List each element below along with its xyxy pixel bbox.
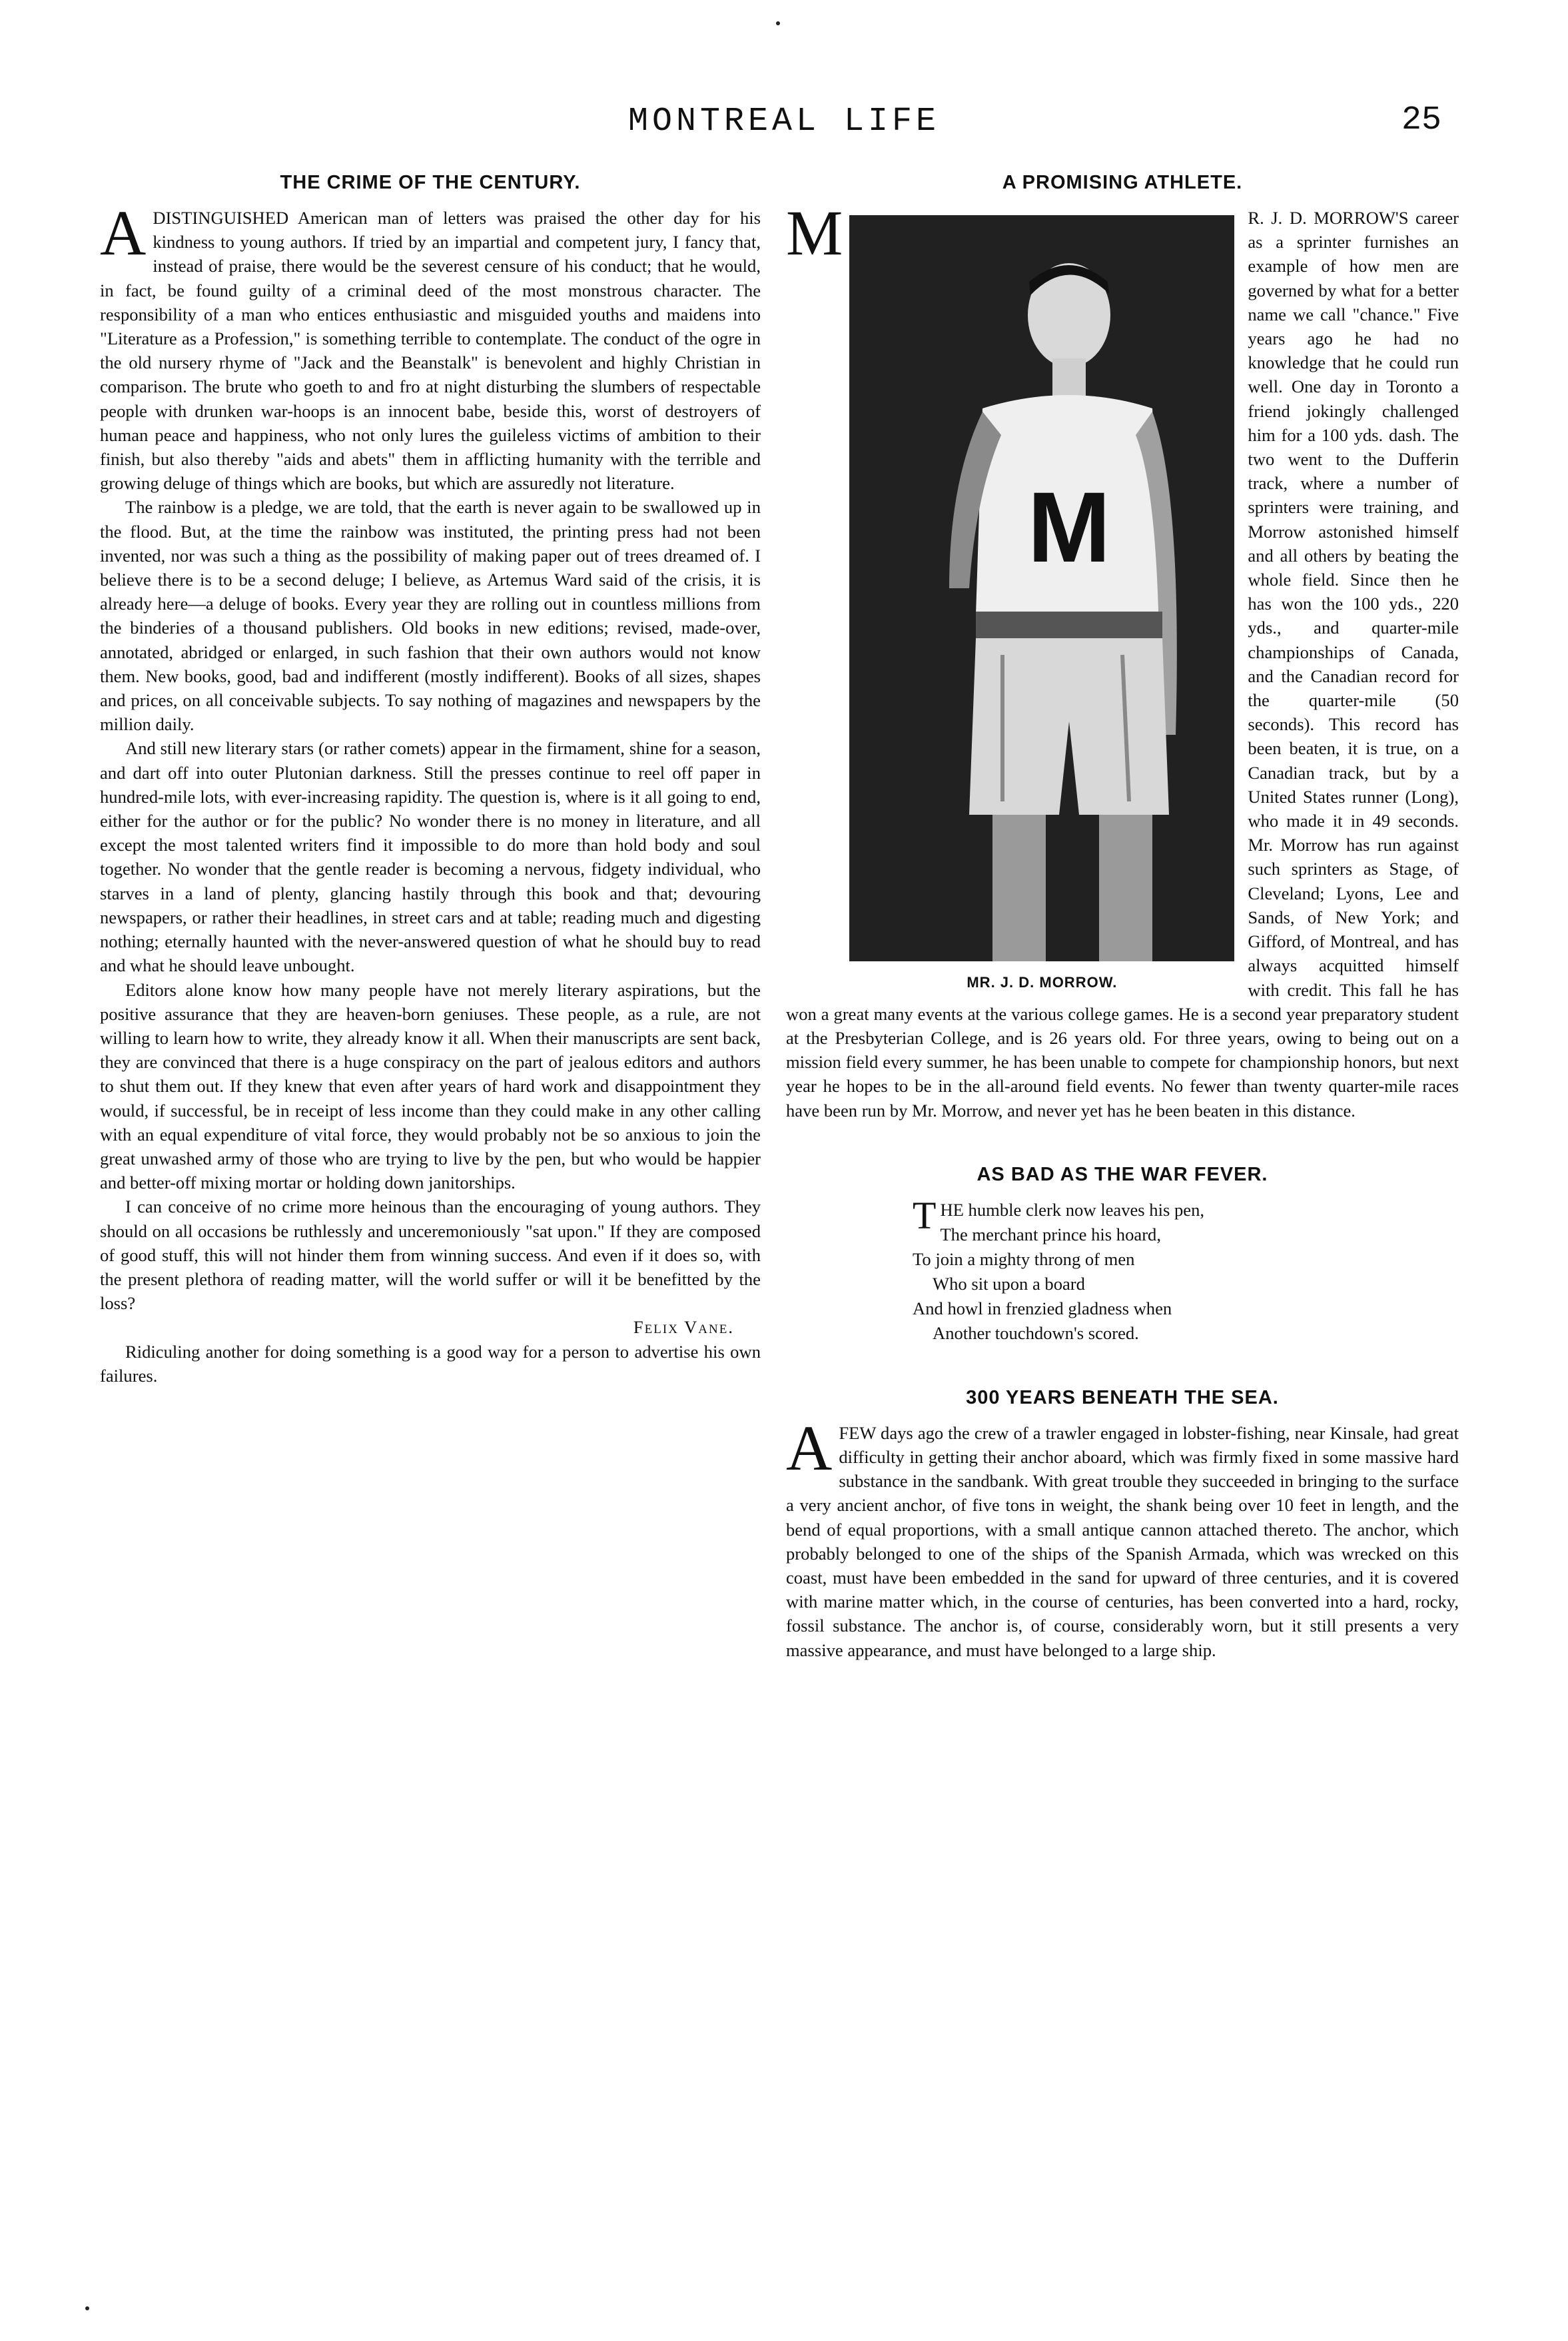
- right-column: [786, 172, 1459, 1662]
- athlete-photo-illustration: [849, 215, 1234, 961]
- drop-cap: M: [786, 197, 843, 268]
- drop-cap: T: [913, 1193, 937, 1237]
- jersey-letter: M: [1027, 471, 1111, 583]
- article-body-sea: [786, 1412, 1459, 1662]
- page-number: 25: [1401, 101, 1441, 139]
- poem-body: [913, 1193, 1459, 1346]
- section-spacer: [786, 1346, 1459, 1387]
- photo-figure: [849, 215, 1234, 995]
- article-heading-sea: 300 YEARS BENEATH THE SEA.: [966, 1386, 1279, 1408]
- article-body-crime: [100, 197, 761, 1388]
- page-header: [0, 99, 1568, 152]
- article-heading-crime: THE CRIME OF THE CENTURY.: [280, 172, 581, 193]
- article-heading-athlete: A PROMISING ATHLETE.: [1002, 172, 1243, 193]
- paragraph: M M MR. J. D. MORROW. R. J. D. MORROW'S career as a sprinter furnishes an example of how men are governed by what for a better name we call "chance." Five years ago he had no knowledge that he could run well. One day in Toronto a friend jokingly challenged him for a 100 yds. dash. The two went to the Dufferin track, where a number of sprinters were training, and Morrow astonished himself and all others by beating the whole field. Since then he has won the 100 yds., 220 yds., and quarter-mile championships of Canada, and the Canadian record for the quarter-mile (50 seconds). This record has been beaten, it is true, on a Canadian track, but by a United States runner (Long), who made it in 49 seconds. Mr. Morrow has run against such sprinters as Stage, of Cleveland; Lyons, Lee and Sands, of New York; and Gifford, of Montreal, and has always acquitted himself with credit. This fall he has won a great many events at the various college games. He is a second year preparatory student at the Presbyterian College, and is 26 years old. For three years, owing to being out on a mission field every summer, he has been unable to compete for championship honors, but next year he hopes to be in the all-around field events. No fewer than twenty quarter-mile races have been run by Mr. Morrow, and never yet has he been beaten in this distance.: [786, 197, 1459, 1121]
- poem-line: Who sit upon a board: [933, 1273, 1085, 1294]
- drop-cap: A: [786, 1412, 833, 1484]
- paragraph: And still new literary stars (or rather comets) appear in the firmament, shine for a season, and dart off into outer Plutonian darkness. Still the presses continue to reel off paper in hundred-mile lots, with ever-increasing rapidity. The question is, where is it all going to end, either for the author or for the public? No wonder there is no money in literature, and all except the most talented writers find it impossible to do more than hold body and soul together. No wonder that the gentle reader is becoming a nervous, fidgety individual, who starves in a land of plenty, glancing hastily through this book and that; devouring newspapers, or rather their headlines, in street cars and at table; reading much and digesting nothing; eternally haunted with the never-answered question of what he should buy to read and what he should leave unbought.: [100, 738, 761, 976]
- poem-line: Another touchdown's scored.: [933, 1322, 1139, 1343]
- drop-cap: A: [100, 197, 147, 268]
- closing-paragraph: Ridiculing another for doing something is a good way for a person to advertise his own failures.: [100, 1341, 761, 1386]
- author-signature: Felix Vane.: [633, 1317, 734, 1338]
- photo-caption: MR. J. D. MORROW.: [967, 974, 1118, 991]
- poem-line: The merchant prince his hoard,: [940, 1224, 1161, 1244]
- running-title: MONTREAL LIFE: [627, 103, 941, 141]
- poem-line: And howl in frenzied gladness when: [913, 1298, 1172, 1318]
- paragraph: ADISTINGUISHED American man of letters was praised the other day for his kindness to young authors. If tried by an impartial and competent jury, I fancy that, instead of praise, there would be the severest censure of his conduct; that he would, in fact, be found guilty of a criminal deed of the most monstrous character. The responsibility of a man who entices enthusiastic and misguided youths and maidens into "Literature as a Profession," is something terrible to contemplate. The conduct of the ogre in the old nursery rhyme of "Jack and the Beanstalk" is benevolent and highly Christian in comparison. The brute who goeth to and fro at night disturbing the slumbers of respectable people with drunken war-hoops is an innocent babe, beside this, worst of destroyers of human peace and happiness, who not only lures the guileless victims of ambition to their finish, but also thereby "aids and abets" them in afflicting humanity with the terrible and growing deluge of things which are books, but which are assuredly not literature.: [100, 197, 761, 494]
- print-speck: [85, 2306, 89, 2310]
- print-speck: [776, 21, 780, 25]
- paragraph: I can conceive of no crime more heinous than the encouraging of young authors. They should on all occasions be ruthlessly and unceremoniously "sat upon." If they are composed of good stuff, this will not hinder them from winning success. And even if it does so, with the present plethora of reading matter, will the world suffer or will it be benefitted by the loss?: [100, 1196, 761, 1314]
- paragraph: The rainbow is a pledge, we are told, that the earth is never again to be swallowed up in the flood. But, at the time the rainbow was instituted, the printing press had not been invented, nor was such a thing as the possibility of making paper out of trees dreamed of. I believe there is to be a second deluge; I believe, as Artemus Ward said of the crisis, it is already here—a deluge of books. Every year they are rolling out in countless millions from the binderies of a thousand publishers. Old books in new editions; revised, made-over, annotated, abridged or enlarged, in such fashion that their own authors would not know them. New books, good, bad and indifferent (mostly indifferent). Books of all sizes, shapes and prices, on all conceivable subjects. To say nothing of magazines and newspapers by the million daily.: [100, 497, 761, 735]
- poem-heading: AS BAD AS THE WAR FEVER.: [977, 1163, 1268, 1185]
- athlete-photo: [849, 215, 1234, 961]
- paragraph: AFEW days ago the crew of a trawler engaged in lobster-fishing, near Kinsale, had great difficulty in getting their anchor aboard, which was firmly fixed in some massive hard substance in the sandbank. With great trouble they succeeded in bringing to the surface a very ancient anchor, of five tons in weight, the shank being over 10 feet in length, and the bend of equal proportions, with a small antique cannon attached thereto. The anchor, which probably belonged to one of the ships of the Spanish Armada, which was wrecked on this coast, must have been embedded in the sand for upward of three centuries, and it is covered with marine matter which, in the course of centuries, has been converted into a hard, rocky, fossil substance. The anchor is, of course, considerably worn, but it still presents a very massive appearance, and must have belonged to a large ship.: [786, 1412, 1459, 1660]
- poem-line: THE humble clerk now leaves his pen,: [913, 1193, 1205, 1237]
- poem-line: To join a mighty throng of men: [913, 1248, 1135, 1269]
- section-spacer: [786, 1123, 1459, 1164]
- left-column: [100, 172, 761, 1388]
- paragraph: Editors alone know how many people have not merely literary aspirations, but the positive assurance that they are heaven-born geniuses. These people, as a rule, are not willing to learn how to write, they already know it all. When their manuscripts are sent back, they are convinced that there is a huge conspiracy on the part of jealous editors and authors to shut them out. If they knew that even after years of hard work and disappointment they would, if successful, be in receipt of less income than they could make in any other calling with an equal expenditure of vital force, they would probably not be so anxious to join the great unwashed army of those who are trying to live by the pen, but who would be happier and better-off mixing mortar or holding down janitorships.: [100, 979, 761, 1193]
- article-body-athlete: [786, 197, 1459, 1123]
